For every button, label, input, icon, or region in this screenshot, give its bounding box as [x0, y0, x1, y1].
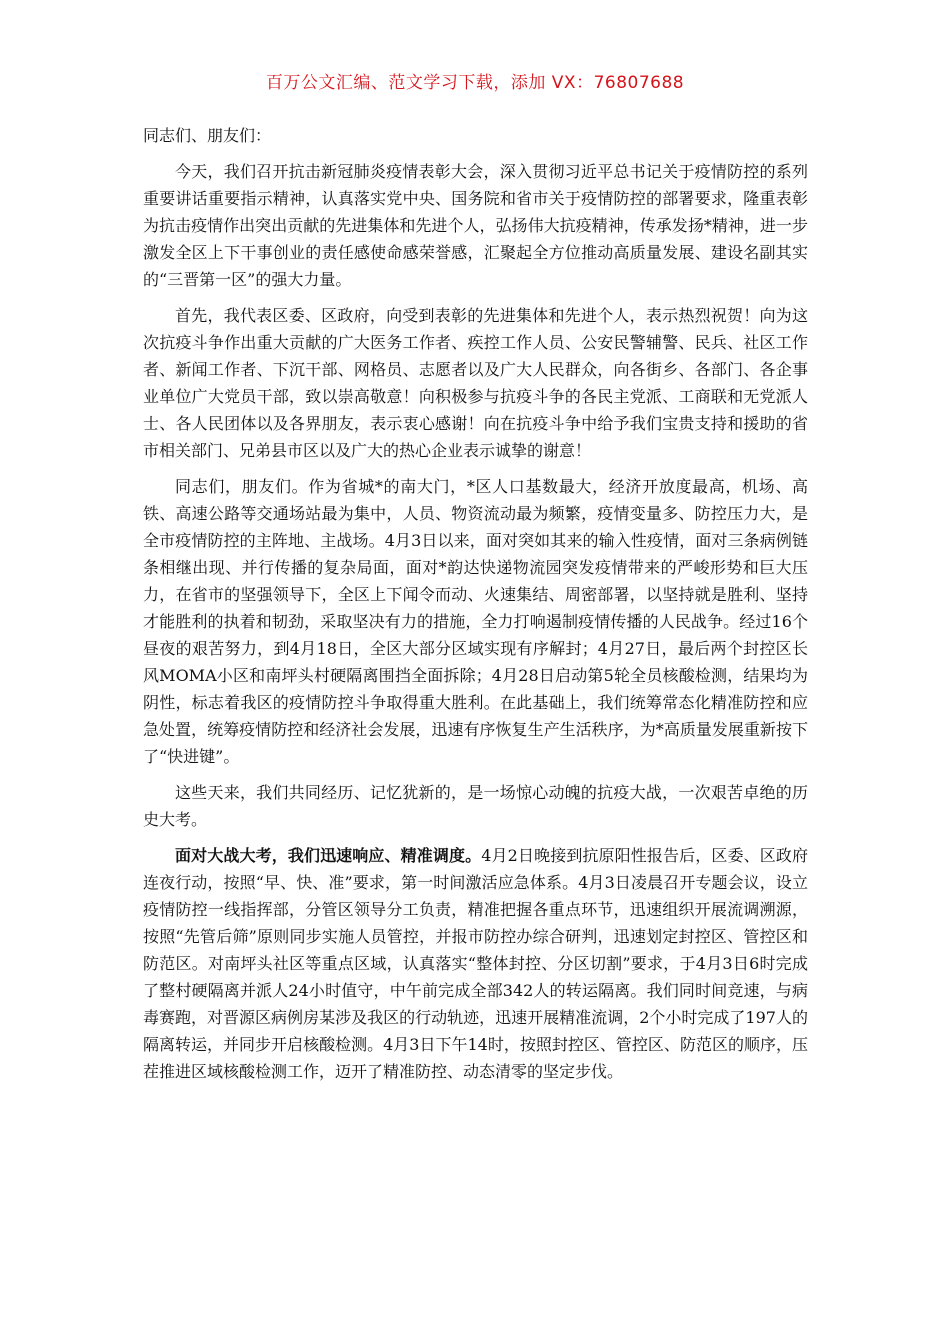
paragraph-1-text: 今天，我们召开抗击新冠肺炎疫情表彰大会，深入贯彻习近平总书记关于疫情防控的系列重要讲话重要指示精神，认真落实党中央、国务院和省市关于疫情防控的部署要求，隆重表彰为抗击疫情作出突出贡献的先进集体和先进个人，弘扬伟大抗疫精神，传承发扬*精神，进一步激发全区上下干事创业的责任感使命感荣誉感，汇聚起全方位推动高质量发展、建设名副其实的“三晋第一区”的强大力量。 [143, 162, 808, 289]
paragraph-5-text: 4月2日晚接到抗原阳性报告后，区委、区政府连夜行动，按照“早、快、准”要求，第一时间激活应急体系。4月3日凌晨召开专题会议，设立疫情防控一线指挥部，分管区领导分工负责，精准把握各重点环节，迅速组织开展流调溯源，按照“先管后筛”原则同步实施人员管控，并报市防控办综合研判，迅速划定封控区、管控区和防范区。对南坪头社区等重点区域，认真落实“整体封控、分区切割”要求，于4月3日6时完成了整村硬隔离并派人24小时值守，中午前完成全部342人的转运隔离。我们同时间竞速，与病毒赛跑，对晋源区病例房某涉及我区的行动轨迹，迅速开展精准流调，2个小时完成了197人的隔离转运，并同步开启核酸检测。4月3日下午14时，按照封控区、管控区、防范区的顺序，压茬推进区域核酸检测工作，迈开了精准防控、动态清零的坚定步伐。 [143, 846, 808, 1081]
greeting: 同志们、朋友们： [143, 126, 272, 145]
paragraph-4 [143, 779, 808, 833]
paragraph-5 [143, 842, 808, 1085]
paragraph-2 [143, 302, 808, 464]
paragraph-3-text: 同志们，朋友们。作为省城*的南大门，*区人口基数最大，经济开放度最高，机场、高铁、高速公路等交通场站最为集中，人员、物资流动最为频繁，疫情变量多、防控压力大，是全市疫情防控的主阵地、主战场。4月3日以来，面对突如其来的输入性疫情，面对三条病例链条相继出现、并行传播的复杂局面，面对*韵达快递物流园突发疫情带来的严峻形势和巨大压力，在省市的坚强领导下，全区上下闻令而动、火速集结、周密部署，以坚持就是胜利、坚持才能胜利的执着和韧劲，采取坚决有力的措施，全力打响遏制疫情传播的人民战争。经过16个昼夜的艰苦努力，到4月18日，全区大部分区域实现有序解封；4月27日，最后两个封控区长风MOMA小区和南坪头村硬隔离围挡全面拆除；4月28日启动第5轮全员核酸检测，结果均为阴性，标志着我区的疫情防控斗争取得重大胜利。在此基础上，我们统筹常态化精准防控和应急处置，统筹疫情防控和经济社会发展，迅速有序恢复生产生活秩序，为*高质量发展重新按下了“快进键”。 [143, 477, 808, 766]
header-watermark: 百万公文汇编、范文学习下载，添加 VX：76807688 [265, 73, 685, 93]
document-body [143, 122, 808, 1094]
paragraph-5-lead: 面对大战大考，我们迅速响应、精准调度。 [175, 846, 482, 865]
paragraph-3 [143, 473, 808, 770]
paragraph-1 [143, 158, 808, 293]
paragraph-2-text: 首先，我代表区委、区政府，向受到表彰的先进集体和先进个人，表示热烈祝贺！向为这次抗疫斗争作出重大贡献的广大医务工作者、疾控工作人员、公安民警辅警、民兵、社区工作者、新闻工作者、下沉干部、网格员、志愿者以及广大人民群众，向各街乡、各部门、各企事业单位广大党员干部，致以崇高敬意！向积极参与抗疫斗争的各民主党派、工商联和无党派人士、各人民团体以及各界朋友，表示衷心感谢！向在抗疫斗争中给予我们宝贵支持和援助的省市相关部门、兄弟县市区以及广大的热心企业表示诚挚的谢意！ [143, 306, 808, 460]
paragraph-4-text: 这些天来，我们共同经历、记忆犹新的，是一场惊心动魄的抗疫大战，一次艰苦卓绝的历史大考。 [143, 783, 808, 829]
